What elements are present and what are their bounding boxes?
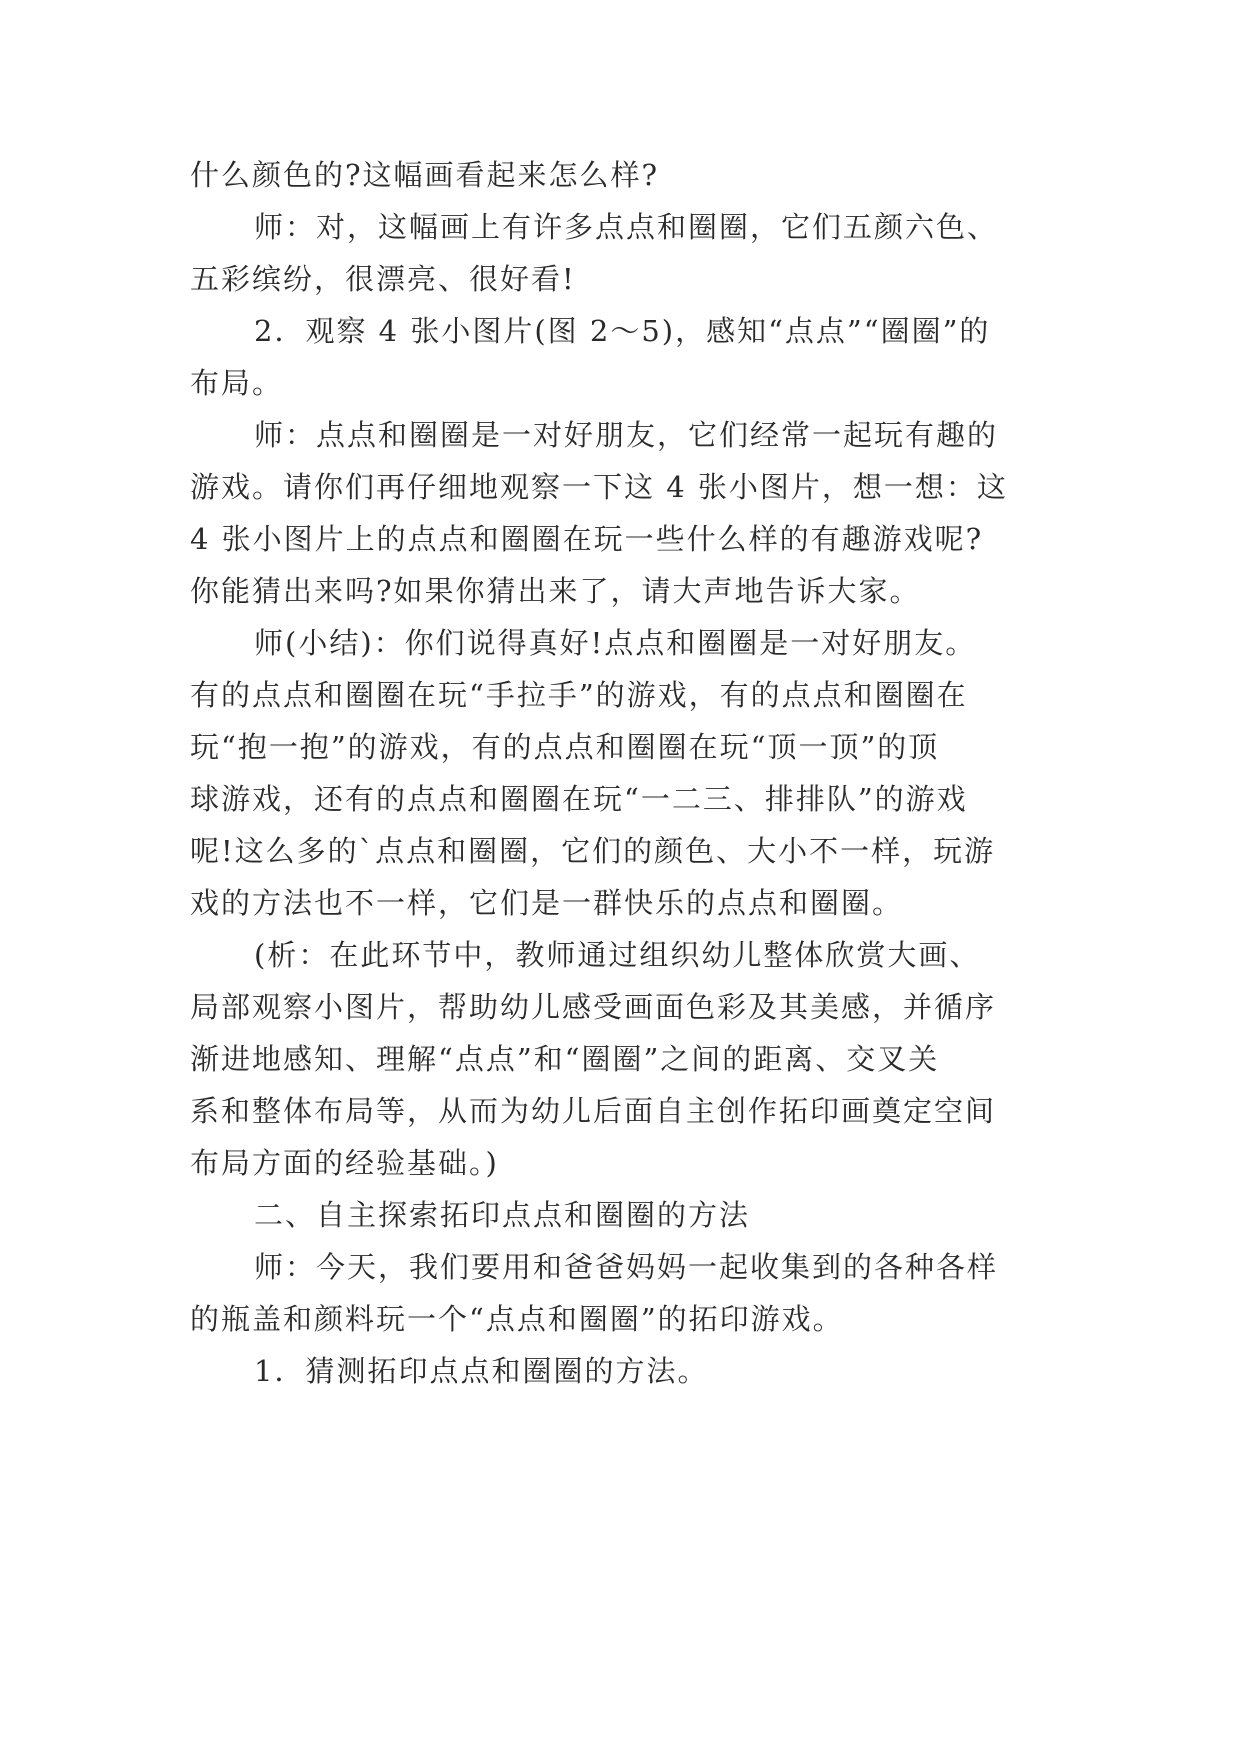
text-line: 球游戏，还有的点点和圈圈在玩“一二三、排排队”的游戏 bbox=[190, 782, 968, 816]
text-line: 什么颜色的?这幅画看起来怎么样? bbox=[190, 158, 660, 192]
text-line: 呢!这么多的`点点和圈圈，它们的颜色、大小不一样，玩游 bbox=[190, 834, 996, 868]
text-line: 玩“抱一抱”的游戏，有的点点和圈圈在玩“顶一顶”的顶 bbox=[190, 730, 940, 764]
text-line: 4 张小图片上的点点和圈圈在玩一些什么样的有趣游戏呢? bbox=[190, 522, 984, 556]
text-line: 师：点点和圈圈是一对好朋友，它们经常一起玩有趣的 bbox=[254, 418, 999, 452]
text-line: 布局。 bbox=[190, 366, 284, 400]
text-line: 戏的方法也不一样，它们是一群快乐的点点和圈圈。 bbox=[190, 886, 904, 920]
text-line: 有的点点和圈圈在玩“手拉手”的游戏，有的点点和圈圈在 bbox=[190, 678, 968, 712]
text-line: 1．猜测拓印点点和圈圈的方法。 bbox=[254, 1354, 709, 1388]
text-line: 五彩缤纷，很漂亮、很好看! bbox=[190, 262, 576, 296]
text-line: 局部观察小图片，帮助幼儿感受画面色彩及其美感，并循序 bbox=[190, 990, 997, 1024]
text-line: 师：对，这幅画上有许多点点和圈圈，它们五颜六色、 bbox=[254, 210, 999, 244]
text-line: 游戏。请你们再仔细地观察一下这 4 张小图片，想一想：这 bbox=[190, 470, 1008, 504]
text-line: 2．观察 4 张小图片(图 2～5)，感知“点点”“圈圈”的 bbox=[254, 314, 991, 348]
text-line: 布局方面的经验基础。) bbox=[190, 1146, 499, 1180]
section-heading: 二、自主探索拓印点点和圈圈的方法 bbox=[254, 1198, 751, 1232]
text-line: 系和整体布局等，从而为幼儿后面自主创作拓印画奠定空间 bbox=[190, 1094, 997, 1128]
text-line: 你能猜出来吗?如果你猜出来了，请大声地告诉大家。 bbox=[190, 574, 921, 608]
text-line: 的瓶盖和颜料玩一个“点点和圈圈”的拓印游戏。 bbox=[190, 1302, 844, 1336]
text-line: 渐进地感知、理解“点点”和“圈圈”之间的距离、交叉关 bbox=[190, 1042, 940, 1076]
text-line: 师：今天，我们要用和爸爸妈妈一起收集到的各种各样 bbox=[254, 1250, 999, 1284]
text-line: 师(小结)：你们说得真好!点点和圈圈是一对好朋友。 bbox=[254, 626, 977, 660]
text-line: (析：在此环节中，教师通过组织幼儿整体欣赏大画、 bbox=[254, 938, 981, 972]
